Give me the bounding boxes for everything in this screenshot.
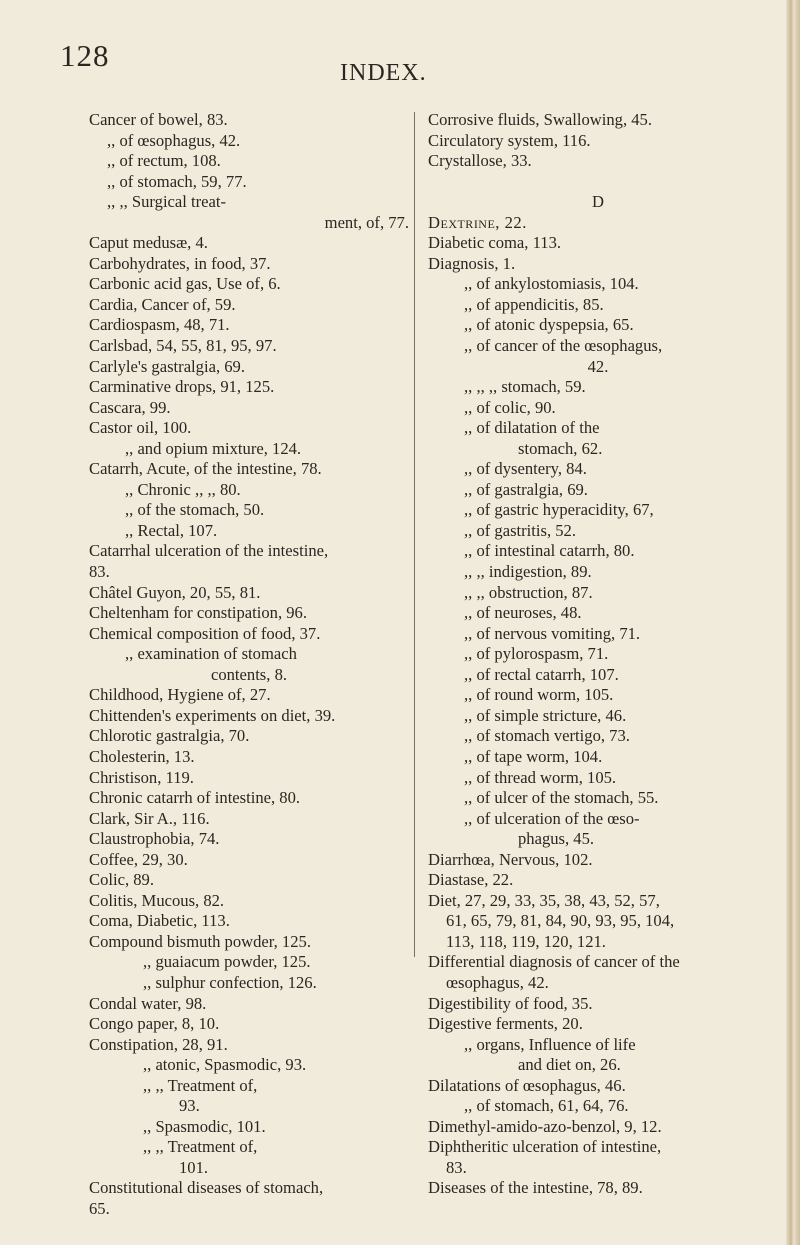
index-column-right: [428, 110, 768, 1199]
index-entry: ,, of the stomach, 50.: [125, 500, 265, 520]
index-entry: ,, of colic, 90.: [464, 397, 556, 417]
index-entry: 42.: [587, 356, 609, 376]
index-entry: ,, guaiacum powder, 125.: [143, 952, 311, 972]
index-entry: ,, of appendicitis, 85.: [464, 294, 604, 314]
index-entry: ,, of gastritis, 52.: [464, 520, 576, 540]
index-entry: ,, of ulcer of the stomach, 55.: [464, 788, 659, 808]
index-entry: ,, ,, Treatment of,: [143, 1075, 258, 1095]
index-entry: 93.: [179, 1096, 200, 1116]
index-entry: ,, of stomach vertigo, 73.: [464, 726, 630, 746]
index-entry: Chemical composition of food, 37.: [89, 623, 321, 643]
index-entry: 113, 118, 119, 120, 121.: [446, 931, 606, 951]
index-entry: 83.: [446, 1157, 467, 1177]
index-entry: Carbohydrates, in food, 37.: [89, 253, 271, 273]
index-entry: Diastase, 22.: [428, 870, 514, 890]
index-entry: ,, ,, Surgical treat-: [107, 192, 227, 212]
index-entry: contents, 8.: [210, 664, 288, 684]
index-entry: Cardia, Cancer of, 59.: [89, 294, 236, 314]
index-entry: Condal water, 98.: [89, 993, 207, 1013]
index-entry: ,, sulphur confection, 126.: [143, 972, 317, 992]
index-entry: ,, organs, Influence of life: [464, 1034, 636, 1054]
index-entry: 83.: [89, 562, 110, 582]
index-entry: Carlyle's gastralgia, 69.: [89, 356, 245, 376]
index-entry: ,, examination of stomach: [125, 644, 297, 664]
index-entry: ,, ,, ,, stomach, 59.: [464, 377, 586, 397]
index-entry: ,, of pylorospasm, 71.: [464, 644, 609, 664]
index-entry: ,, ,, obstruction, 87.: [464, 582, 593, 602]
index-entry: Diseases of the intestine, 78, 89.: [428, 1178, 643, 1198]
index-entry: Diagnosis, 1.: [428, 253, 516, 273]
index-entry: Dimethyl-amido-azo-benzol, 9, 12.: [428, 1116, 662, 1136]
index-entry: Claustrophobia, 74.: [89, 829, 220, 849]
index-entry: ment, of, 77.: [324, 212, 409, 232]
index-entry: Corrosive fluids, Swallowing, 45.: [428, 110, 653, 129]
index-entry: Dextrine, 22.: [428, 212, 527, 232]
index-entry: ,, atonic, Spasmodic, 93.: [143, 1055, 307, 1075]
index-entry: ,, of atonic dyspepsia, 65.: [464, 315, 634, 335]
index-entry: Diarrhœa, Nervous, 102.: [428, 849, 593, 869]
index-entry: Digestive ferments, 20.: [428, 1014, 583, 1034]
index-entry: Digestibility of food, 35.: [428, 993, 593, 1013]
index-entry: ,, of stomach, 59, 77.: [107, 171, 247, 191]
index-entry: ,, of rectum, 108.: [107, 151, 221, 171]
index-entry: ,, ,, Treatment of,: [143, 1137, 258, 1157]
index-entry: 101.: [179, 1157, 209, 1177]
index-entry: Cancer of bowel, 83.: [89, 110, 228, 129]
index-entry: Cascara, 99.: [89, 397, 171, 417]
index-entry: stomach, 62.: [518, 438, 603, 458]
index-entry: Châtel Guyon, 20, 55, 81.: [89, 582, 261, 602]
index-entry: ,, of stomach, 61, 64, 76.: [464, 1096, 629, 1116]
index-entry: Catarrh, Acute, of the intestine, 78.: [89, 459, 322, 479]
index-entry: Coma, Diabetic, 113.: [89, 911, 230, 931]
index-entry: Chittenden's experiments on diet, 39.: [89, 705, 336, 725]
index-entry: Constitutional diseases of stomach,: [89, 1178, 324, 1198]
index-entry: ,, of tape worm, 104.: [464, 746, 603, 766]
index-entry: Cheltenham for constipation, 96.: [89, 603, 307, 623]
index-entry: Colic, 89.: [89, 870, 154, 890]
index-entry: Caput medusæ, 4.: [89, 233, 208, 253]
page-number: 128: [60, 38, 110, 73]
index-entry: Colitis, Mucous, 82.: [89, 890, 225, 910]
index-entry: [428, 172, 768, 193]
index-entry: Carlsbad, 54, 55, 81, 95, 97.: [89, 336, 277, 356]
index-entry: Diet, 27, 29, 33, 35, 38, 43, 52, 57,: [428, 890, 660, 910]
index-entry: 65.: [89, 1198, 110, 1218]
index-entry: Chronic catarrh of intestine, 80.: [89, 788, 301, 808]
index-entry: Differential diagnosis of cancer of the: [428, 952, 680, 972]
index-entry: Castor oil, 100.: [89, 418, 192, 438]
index-entry: ,, of ulceration of the œso-: [464, 808, 640, 828]
index-entry: ,, of gastralgia, 69.: [464, 479, 588, 499]
index-entry: œsophagus, 42.: [446, 972, 549, 992]
index-entry: Circulatory system, 116.: [428, 130, 591, 150]
index-entry: ,, of ankylostomiasis, 104.: [464, 274, 639, 294]
index-entry: Carbonic acid gas, Use of, 6.: [89, 274, 281, 294]
index-entry: Congo paper, 8, 10.: [89, 1014, 220, 1034]
index-entry: Cardiospasm, 48, 71.: [89, 315, 230, 335]
page-edge: [786, 0, 800, 1245]
index-entry: ,, of œsophagus, 42.: [107, 130, 241, 150]
index-entry: ,, of cancer of the œsophagus,: [464, 336, 663, 356]
index-entry: ,, Rectal, 107.: [125, 520, 218, 540]
index-entry: ,, of intestinal catarrh, 80.: [464, 541, 635, 561]
index-entry: Diphtheritic ulceration of intestine,: [428, 1137, 662, 1157]
index-entry: ,, of round worm, 105.: [464, 685, 614, 705]
index-entry: ,, of nervous vomiting, 71.: [464, 623, 641, 643]
index-entry: ,, of rectal catarrh, 107.: [464, 664, 619, 684]
index-entry: Coffee, 29, 30.: [89, 849, 188, 869]
index-entry: Chlorotic gastralgia, 70.: [89, 726, 250, 746]
index-entry: Childhood, Hygiene of, 27.: [89, 685, 271, 705]
index-entry: Dilatations of œsophagus, 46.: [428, 1075, 626, 1095]
index-entry: Crystallose, 33.: [428, 151, 532, 171]
index-entry: ,, of thread worm, 105.: [464, 767, 617, 787]
index-entry: Catarrhal ulceration of the intestine,: [89, 541, 329, 561]
index-entry: Constipation, 28, 91.: [89, 1034, 228, 1054]
index-entry: Cholesterin, 13.: [89, 746, 195, 766]
index-entry: ,, of simple stricture, 46.: [464, 705, 627, 725]
index-entry: 61, 65, 79, 81, 84, 90, 93, 95, 104,: [446, 911, 675, 931]
index-entry: Compound bismuth powder, 125.: [89, 931, 311, 951]
index-entry: ,, of dilatation of the: [464, 418, 600, 438]
index-entry: ,, ,, indigestion, 89.: [464, 562, 592, 582]
index-entry: Clark, Sir A., 116.: [89, 808, 210, 828]
index-entry: Diabetic coma, 113.: [428, 233, 562, 253]
index-entry: ,, of gastric hyperacidity, 67,: [464, 500, 654, 520]
index-entry: Christison, 119.: [89, 767, 194, 787]
index-entry: ,, of neuroses, 48.: [464, 603, 582, 623]
index-column-left: [89, 110, 409, 1220]
index-entry: and diet on, 26.: [518, 1055, 621, 1075]
index-entry: ,, Spasmodic, 101.: [143, 1116, 266, 1136]
index-entry: ,, and opium mixture, 124.: [125, 438, 302, 458]
index-entry: ,, Chronic ,, ,, 80.: [125, 479, 241, 499]
running-title: INDEX.: [340, 60, 427, 86]
index-entry: ,, of dysentery, 84.: [464, 459, 587, 479]
index-entry: phagus, 45.: [518, 829, 595, 849]
index-entry: Carminative drops, 91, 125.: [89, 377, 275, 397]
column-divider: [414, 112, 415, 957]
section-letter: D: [592, 192, 604, 212]
